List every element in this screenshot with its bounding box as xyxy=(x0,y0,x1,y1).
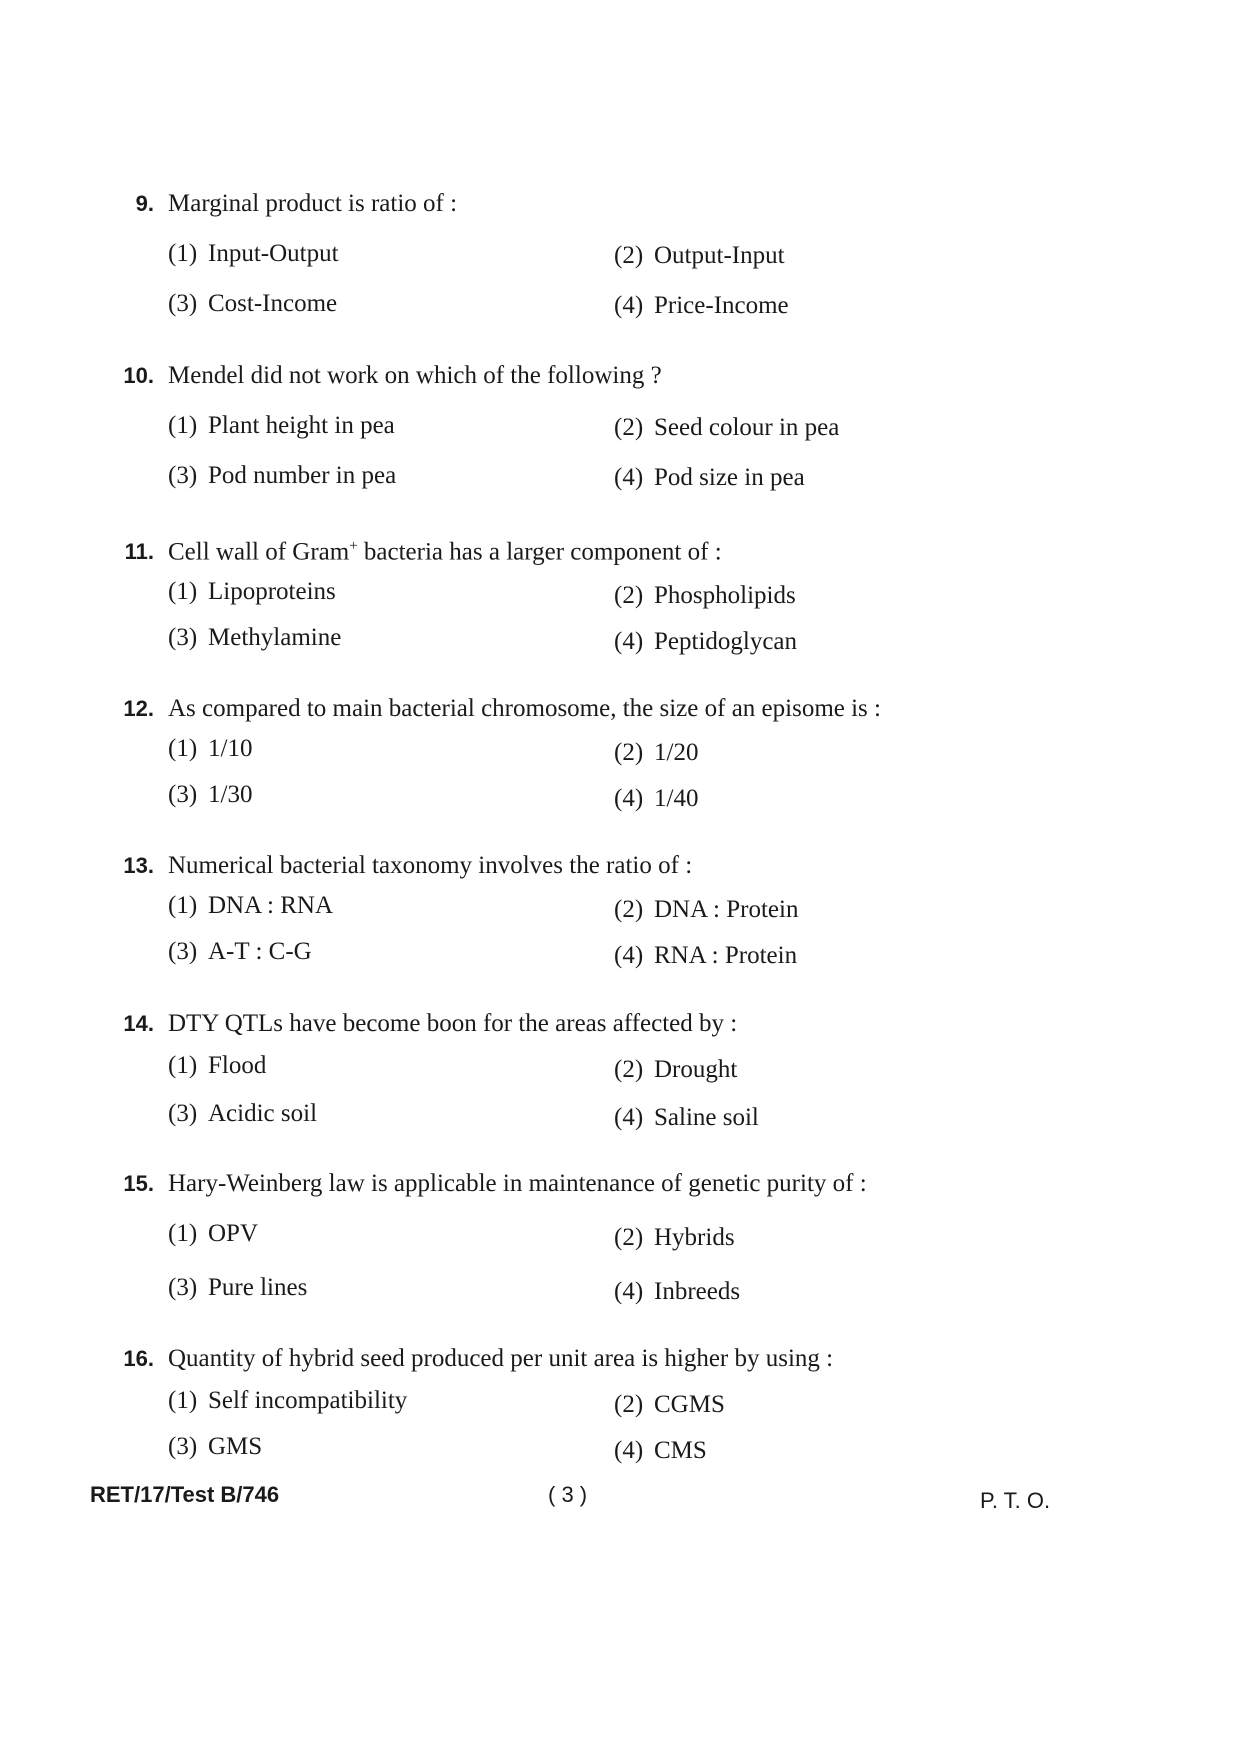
question-11 xyxy=(110,538,1130,656)
question-text: Numerical bacterial taxonomy involves the ratio of : xyxy=(168,852,693,879)
option-1: (1) Flood xyxy=(168,1052,267,1079)
option-2: (2) 1/20 xyxy=(614,739,699,766)
option-4: (4) Price-Income xyxy=(614,292,789,319)
option-2: (2) Seed colour in pea xyxy=(614,414,840,441)
question-13 xyxy=(110,852,1130,969)
question-text: DTY QTLs have become boon for the areas affected by : xyxy=(168,1010,738,1037)
option-1: (1) OPV xyxy=(168,1220,259,1247)
option-4: (4) CMS xyxy=(614,1437,707,1464)
question-number: 10. xyxy=(123,363,154,388)
option-2: (2) Hybrids xyxy=(614,1224,735,1251)
question-text: Marginal product is ratio of : xyxy=(168,190,458,217)
question-text: Mendel did not work on which of the following ? xyxy=(168,362,662,389)
option-2: (2) DNA : Protein xyxy=(614,896,799,923)
options xyxy=(168,1373,1130,1463)
question-number: 13. xyxy=(123,853,154,878)
option-1: (1) 1/10 xyxy=(168,735,253,762)
option-1: (1) Input-Output xyxy=(168,240,339,267)
options xyxy=(168,566,1130,656)
option-3: (3) 1/30 xyxy=(168,781,253,808)
option-3: (3) Pod number in pea xyxy=(168,462,397,489)
question-number: 12. xyxy=(123,696,154,721)
option-1: (1) Self incompatibility xyxy=(168,1387,408,1414)
option-3: (3) Pure lines xyxy=(168,1274,308,1301)
question-10 xyxy=(110,362,1130,491)
question-text: As compared to main bacterial chromosome, the size of an episome is : xyxy=(168,695,881,722)
option-4: (4) RNA : Protein xyxy=(614,942,798,969)
option-4: (4) Peptidoglycan xyxy=(614,628,798,656)
page-number: ( 3 ) xyxy=(548,1482,588,1507)
question-number: 16. xyxy=(123,1346,154,1371)
option-2: (2) CGMS xyxy=(614,1391,725,1418)
option-1: (1) Lipoproteins xyxy=(168,578,336,606)
paper-code: RET/17/Test B/746 xyxy=(90,1482,280,1507)
question-16 xyxy=(110,1345,1130,1463)
options xyxy=(168,218,1130,319)
question-14 xyxy=(110,1010,1130,1131)
question-text: Hary-Weinberg law is applicable in maintenance of genetic purity of : xyxy=(168,1170,867,1197)
question-number: 9. xyxy=(135,191,154,216)
options xyxy=(168,390,1130,491)
option-4: (4) Saline soil xyxy=(614,1104,759,1131)
question-15 xyxy=(110,1170,1130,1305)
question-9 xyxy=(110,190,1130,319)
option-4: (4) 1/40 xyxy=(614,785,699,812)
option-2: (2) Drought xyxy=(614,1056,738,1083)
option-1: (1) DNA : RNA xyxy=(168,892,334,919)
question-number: 15. xyxy=(123,1171,154,1196)
question-12 xyxy=(110,695,1130,812)
options xyxy=(168,1038,1130,1131)
question-text: Quantity of hybrid seed produced per unit area is higher by using : xyxy=(168,1345,834,1372)
question-number: 14. xyxy=(123,1011,154,1036)
question-number: 11. xyxy=(124,539,154,565)
option-2: (2) Output-Input xyxy=(614,242,785,269)
option-3: (3) Cost-Income xyxy=(168,290,338,317)
option-3: (3) Acidic soil xyxy=(168,1100,318,1127)
option-4: (4) Pod size in pea xyxy=(614,464,805,491)
option-4: (4) Inbreeds xyxy=(614,1278,741,1305)
option-2: (2) Phospholipids xyxy=(614,582,796,610)
option-3: (3) Methylamine xyxy=(168,624,342,652)
options xyxy=(168,880,1130,969)
please-turn-over: P. T. O. xyxy=(980,1488,1051,1513)
question-text: Cell wall of Gram+ bacteria has a larger component of : xyxy=(168,538,722,566)
option-1: (1) Plant height in pea xyxy=(168,412,395,439)
options xyxy=(168,723,1130,812)
option-3: (3) GMS xyxy=(168,1433,263,1460)
option-3: (3) A-T : C-G xyxy=(168,938,312,965)
options xyxy=(168,1198,1130,1305)
